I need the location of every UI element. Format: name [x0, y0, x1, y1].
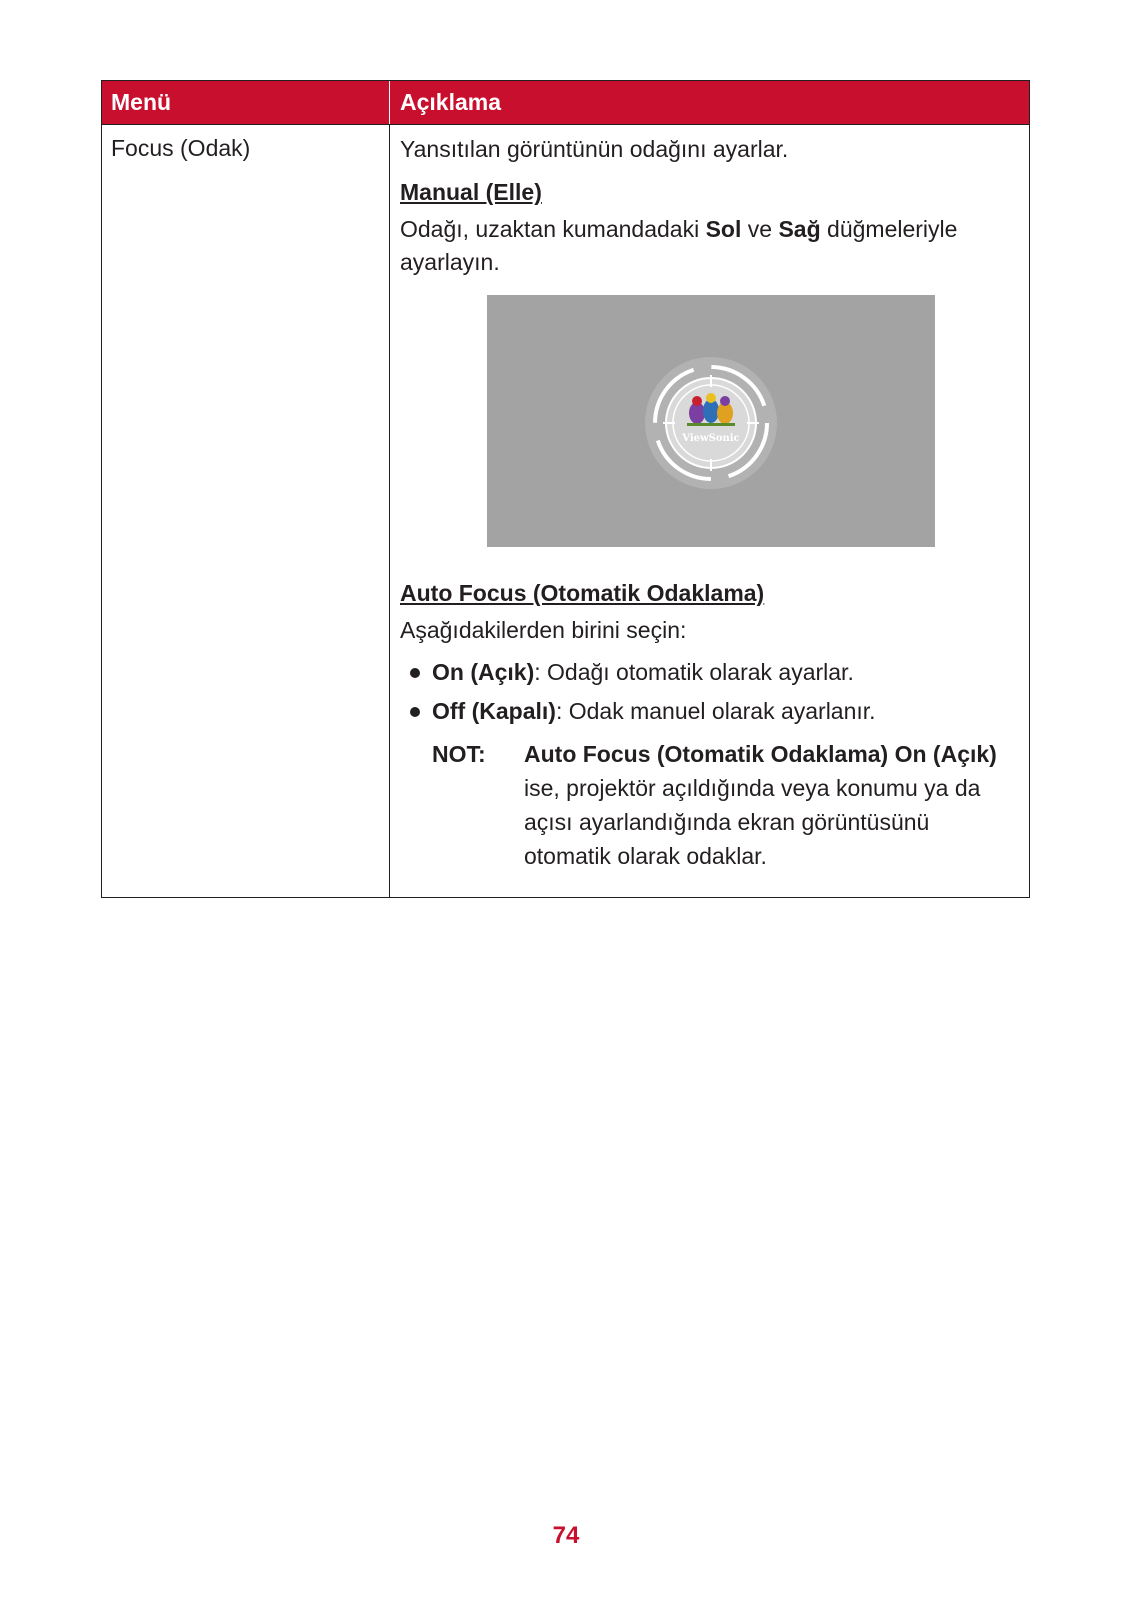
note-block: [400, 737, 1015, 873]
table-row: [102, 125, 1029, 897]
menu-item-description: [390, 125, 1029, 897]
table-header: [102, 81, 1029, 125]
focus-target-graphic: [487, 295, 935, 547]
header-menu: Menü: [102, 81, 390, 124]
bullet-icon: [410, 668, 420, 678]
auto-focus-options: [400, 653, 1015, 731]
viewsonic-birds-icon: [687, 393, 735, 426]
sol-label: Sol: [705, 216, 742, 242]
intro-text: Yansıtılan görüntünün odağını ayarlar.: [400, 136, 789, 162]
sag-label: Sağ: [778, 216, 821, 242]
auto-focus-prompt: Aşağıdakilerden birini seçin:: [400, 617, 687, 643]
focus-screen-image: [487, 295, 935, 547]
manual-heading: Manual (Elle): [400, 179, 542, 205]
note-label: NOT:: [432, 741, 486, 767]
bullet-icon: [410, 707, 420, 717]
menu-table: [101, 80, 1030, 898]
option-off: Off (Kapalı): Odak manuel olarak ayarlanır.: [400, 692, 1015, 731]
header-description: Açıklama: [400, 89, 502, 115]
page-number: 74: [552, 1522, 580, 1549]
auto-focus-heading: Auto Focus (Otomatik Odaklama): [400, 580, 765, 606]
option-on: On (Açık): Odağı otomatik olarak ayarlar.: [400, 653, 1015, 692]
logo-text: ViewSonic: [682, 433, 740, 444]
menu-item-name: Focus (Odak): [102, 125, 390, 897]
manual-text: Odağı, uzaktan kumandadaki Sol ve Sağ düğmeleriyle ayarlayın.: [400, 216, 958, 275]
note-text: Auto Focus (Otomatik Odaklama) On (Açık) ise, projektör açıldığında veya konumu ya da açısı ayarlandığında ekran görüntüsünü otomatik olarak odaklar.: [524, 741, 997, 869]
